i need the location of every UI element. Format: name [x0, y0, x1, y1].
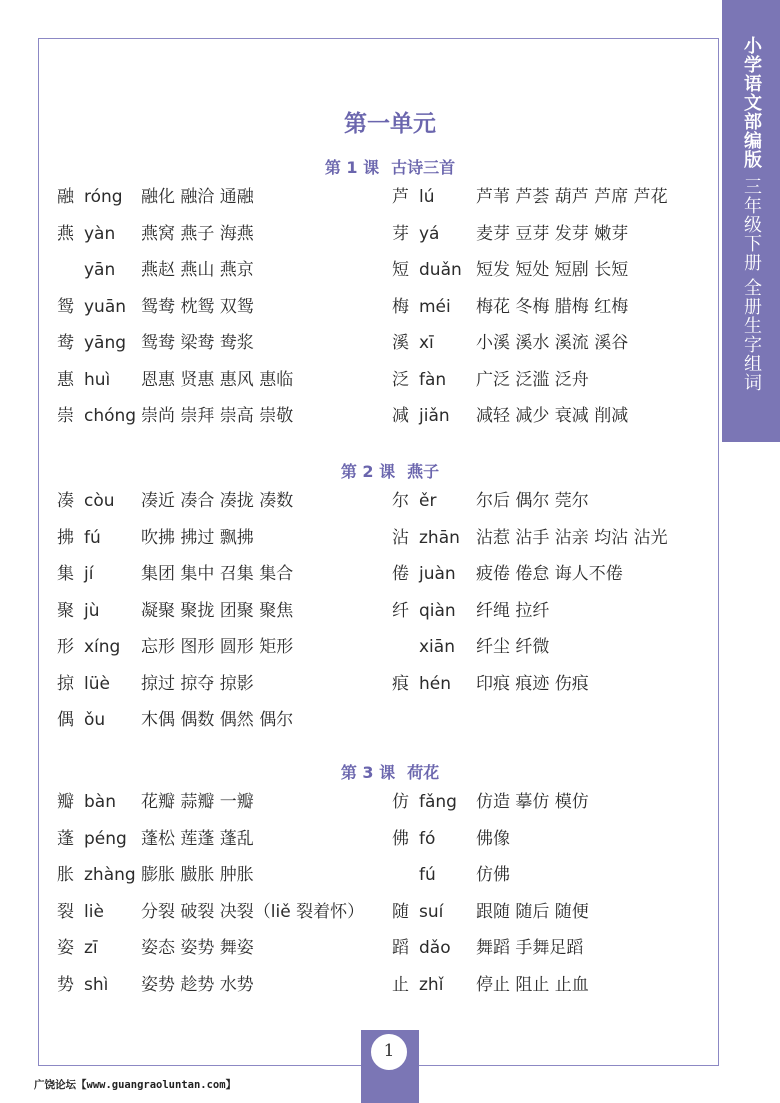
vocab-character: 沾: [392, 527, 409, 548]
vocab-pinyin: fàn: [419, 369, 447, 390]
vocab-pinyin: fú: [419, 865, 436, 885]
vocab-words: 木偶 偶数 偶然 偶尔: [141, 710, 294, 730]
vocab-words: 纤尘 纤微: [476, 637, 550, 657]
lesson-title-3: [0, 760, 780, 783]
vocab-character: 减: [392, 406, 409, 426]
vocab-character: 鸯: [57, 333, 74, 353]
vocab-character: 裂: [57, 901, 74, 922]
vocab-words: 仿佛: [476, 865, 510, 885]
vocab-character: 随: [392, 901, 409, 922]
vocab-character: 止: [392, 974, 409, 995]
lesson-title-2: [0, 459, 780, 482]
lesson-name: 荷花: [407, 763, 440, 782]
vocab-words: 掠过 掠夺 掠影: [141, 673, 254, 694]
lesson-title-1: [0, 155, 780, 178]
vocab-pinyin: shì: [84, 974, 109, 995]
vocab-pinyin: hén: [419, 673, 452, 694]
vocab-pinyin: juàn: [419, 564, 456, 584]
side-subject: 全册生字组词: [741, 278, 762, 392]
vocab-words: 梅花 冬梅 腊梅 红梅: [476, 296, 629, 317]
vocab-pinyin: zhān: [419, 527, 460, 548]
side-grade: 三年级下册: [741, 177, 762, 272]
vocab-pinyin: suí: [419, 901, 444, 922]
vocab-pinyin: liè: [84, 901, 104, 922]
vocab-words: 集团 集中 召集 集合: [141, 564, 294, 584]
vocab-character: 芽: [392, 223, 409, 244]
vocab-character: 芦: [392, 187, 409, 207]
vocab-character: 瓣: [57, 792, 74, 812]
vocab-character: 短: [392, 260, 409, 280]
lesson-name: 古诗三首: [391, 158, 456, 177]
vocab-character: 蹈: [392, 938, 409, 958]
vocab-pinyin: xī: [419, 333, 434, 353]
vocab-pinyin: còu: [84, 491, 115, 511]
vocab-pinyin: zī: [84, 938, 98, 958]
vocab-words: 凑近 凑合 凑拢 凑数: [141, 491, 294, 511]
vocab-words: 小溪 溪水 溪流 溪谷: [476, 333, 629, 353]
vocab-pinyin: yāng: [84, 333, 127, 353]
unit-title: 第一单元: [344, 111, 436, 137]
vocab-words: 短发 短处 短剧 长短: [476, 260, 629, 280]
vocab-words: 鸳鸯 枕鸳 双鸳: [141, 296, 254, 317]
vocab-pinyin: méi: [419, 296, 451, 317]
vocab-words: 燕窝 燕子 海燕: [141, 223, 254, 244]
lesson-number: 第 2 课: [340, 462, 396, 481]
vocab-words: 蓬松 莲蓬 蓬乱: [141, 828, 254, 849]
vocab-pinyin: jiǎn: [419, 406, 450, 426]
lesson-number: 第 1 课: [324, 158, 380, 177]
vocab-words: 芦苇 芦荟 葫芦 芦席 芦花: [476, 187, 668, 207]
vocab-words: 尔后 偶尔 莞尔: [476, 491, 589, 511]
vocab-character: 集: [57, 564, 74, 584]
vocab-character: 崇: [57, 406, 74, 426]
vocab-pinyin: fǎng: [419, 792, 457, 812]
vocab-pinyin: péng: [84, 828, 127, 849]
vocab-words: 印痕 痕迹 伤痕: [476, 673, 589, 694]
vocab-character: 偶: [57, 710, 74, 730]
vocab-character: 梅: [392, 296, 409, 317]
vocab-character: 佛: [392, 828, 409, 849]
vocab-character: 鸳: [57, 296, 74, 317]
vocab-pinyin: zhǐ: [419, 974, 444, 995]
vocab-pinyin: bàn: [84, 792, 116, 812]
side-title: 小学语文部编版: [741, 36, 762, 169]
vocab-pinyin: ǒu: [84, 710, 106, 730]
vocab-words: 融化 融洽 通融: [141, 187, 254, 207]
vocab-words: 姿态 姿势 舞姿: [141, 938, 254, 958]
vocab-pinyin: róng: [84, 187, 123, 207]
vocab-pinyin: jù: [84, 600, 100, 621]
vocab-character: 燕: [57, 223, 74, 244]
vocab-character: 胀: [57, 865, 74, 885]
vocab-pinyin: jí: [84, 564, 94, 584]
vocab-character: 势: [57, 974, 74, 995]
vocab-character: 聚: [57, 600, 74, 621]
vocab-words: 沾惹 沾手 沾亲 均沾 沾光: [476, 527, 668, 548]
vocab-pinyin: qiàn: [419, 600, 456, 621]
vocab-character: 姿: [57, 938, 74, 958]
vocab-words: 崇尚 崇拜 崇高 崇敬: [141, 406, 294, 426]
vocab-pinyin: yān: [84, 260, 116, 280]
vocab-character: 形: [57, 637, 74, 657]
vocab-character: 倦: [392, 564, 409, 584]
vocab-pinyin: fú: [84, 527, 101, 548]
vocab-character: 蓬: [57, 828, 74, 849]
lesson-name: 燕子: [407, 462, 440, 481]
side-tab: [722, 0, 780, 442]
vocab-words: 分裂 破裂 决裂（liě 裂着怀）: [141, 901, 365, 922]
footer-source: 广饶论坛【www.guangraoluntan.com】: [34, 1079, 237, 1091]
vocab-words: 减轻 减少 衰减 削减: [476, 406, 629, 426]
vocab-character: 仿: [392, 792, 409, 812]
vocab-words: 凝聚 聚拢 团聚 聚焦: [141, 600, 294, 621]
vocab-pinyin: dǎo: [419, 938, 451, 958]
vocab-pinyin: xiān: [419, 637, 455, 657]
vocab-words: 花瓣 蒜瓣 一瓣: [141, 792, 254, 812]
vocab-words: 燕赵 燕山 燕京: [141, 260, 254, 280]
vocab-character: 尔: [392, 491, 409, 511]
vocab-pinyin: xíng: [84, 637, 121, 657]
vocab-character: 纤: [392, 600, 409, 621]
vocab-pinyin: duǎn: [419, 260, 462, 280]
vocab-words: 麦芽 豆芽 发芽 嫩芽: [476, 223, 629, 244]
vocab-words: 跟随 随后 随便: [476, 901, 589, 922]
vocab-pinyin: ěr: [419, 491, 437, 511]
vocab-pinyin: chóng: [84, 406, 137, 426]
vocab-words: 停止 阻止 止血: [476, 974, 589, 995]
vocab-pinyin: lú: [419, 187, 435, 207]
vocab-character: 痕: [392, 673, 409, 694]
vocab-words: 疲倦 倦怠 诲人不倦: [476, 564, 623, 584]
vocab-words: 佛像: [476, 828, 510, 849]
vocab-pinyin: huì: [84, 369, 111, 390]
vocab-pinyin: yá: [419, 223, 440, 244]
vocab-words: 纤绳 拉纤: [476, 600, 550, 621]
page-number: 1: [370, 1033, 408, 1071]
vocab-words: 仿造 摹仿 模仿: [476, 792, 589, 812]
vocab-pinyin: lüè: [84, 673, 110, 694]
vocab-character: 惠: [57, 369, 74, 390]
vocab-words: 舞蹈 手舞足蹈: [476, 938, 584, 958]
vocab-words: 忘形 图形 圆形 矩形: [141, 637, 294, 657]
vocab-pinyin: fó: [419, 828, 436, 849]
vocab-character: 泛: [392, 369, 409, 390]
vocab-words: 姿势 趁势 水势: [141, 974, 254, 995]
vocab-pinyin: zhàng: [84, 865, 136, 885]
vocab-character: 凑: [57, 491, 74, 511]
vocab-character: 拂: [57, 527, 74, 548]
vocab-pinyin: yuān: [84, 296, 127, 317]
vocab-words: 广泛 泛滥 泛舟: [476, 369, 589, 390]
vocab-character: 融: [57, 187, 74, 207]
vocab-words: 膨胀 臌胀 肿胀: [141, 865, 254, 885]
vocab-words: 鸳鸯 梁鸯 鸯浆: [141, 333, 254, 353]
vocab-character: 掠: [57, 673, 74, 694]
lesson-number: 第 3 课: [340, 763, 396, 782]
vocab-character: 溪: [392, 333, 409, 353]
vocab-words: 恩惠 贤惠 惠风 惠临: [141, 369, 294, 390]
vocab-pinyin: yàn: [84, 223, 116, 244]
vocab-words: 吹拂 拂过 飘拂: [141, 527, 254, 548]
